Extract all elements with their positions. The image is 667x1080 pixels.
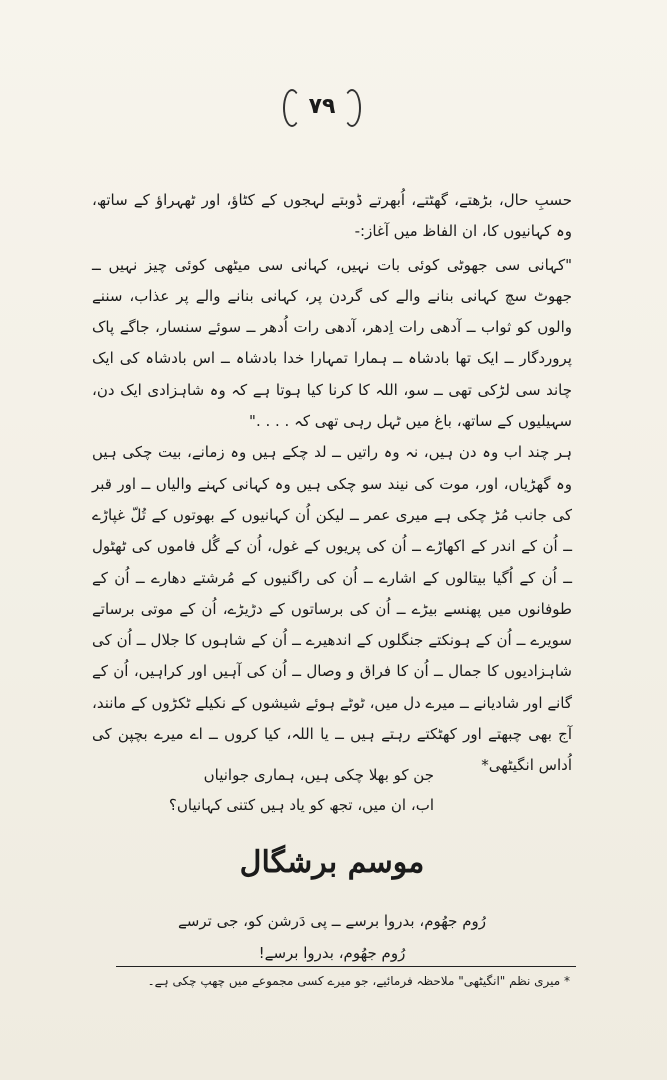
verse-line: جن کو بھلا چکی ہیں، ہماری جوانیاں [203,766,434,784]
page-number-text: ۷۹ [308,93,336,119]
page-number [283,85,361,127]
memory-paragraph: ہر چند اب وہ دن ہیں، نہ وہ راتیں ــ لد چکے ہیں وہ زمانے، بیت چکی ہیں وہ گھڑیاں، اور، موت کی نیند سو چکی ہیں وہ کہانی کہنے والیاں ــ اور قبر کی جانب مُڑ چکی ہے میری عمر ــ لیکن اُن کہانیوں کے بھوتوں کے تُلّ غپاڑے ــ اُن کے اندر کے اکھاڑے ــ اُن کی پریوں کے غول، اُن کے گُل فاموں کی ٹھٹول ــ اُن کے اُگیا بیتالوں کے اشارے ــ اُن کی راگنیوں کے مُرشتے دھارے ــ اُن کے طوفانوں میں پھنسے بیڑے ــ اُن کی برساتوں کے دڑیڑے، اُن کے موتی برساتے سویرے ــ اُن کے ہونکتے جنگلوں کے اندھیرے ــ اُن کے شاہوں کا جلال ــ اُن کی شاہزادیوں کا جمال ــ اُن کا فراق و وصال ــ اُن کی آہیں اور کراہیں، اُن کے گانے اور شادیانے ــ میرے دل میں، ٹوٹے ہوئے شیشوں کے نکیلے ٹکڑوں کے مانند، آج بھی چبھتے اور کھٹکتے رہتے ہیں ــ یا اللہ، کیا کروں ــ اے میرے بچپن کی اُداس انگیٹھی* [92,443,572,775]
verse-line: اب، ان میں، تجھ کو یاد ہیں کتنی کہانیاں؟ [168,796,434,814]
song-lines [92,905,572,969]
footnote-divider [116,966,576,967]
verse-couplet [92,760,572,820]
section-heading: موسم برشگال [239,845,425,880]
song-line: رُوم جھُوم، بدروا برسے ــ پی دَرشن کو، جی ترسے [178,912,486,930]
footnote: * میری نظم "انگیٹھی" ملاحظہ فرمائیے، جو میرے کسی مجموعے میں چھپ چکی ہے۔ [147,974,570,988]
body-text [92,185,572,782]
story-quote-paragraph: "کہانی سی جھوٹی کوئی بات نہیں، کہانی سی میٹھی کوئی چیز نہیں ــ جھوٹ سچ کہانی بنانے والے کی گردن پر، کہانی بنانے والے پر عذاب، سننے والوں کو ثواب ــ آدھی رات اِدھر، آدھی رات اُدھر ــ سوئے سنسار، جاگے پاک پروردگار ــ ایک تھا بادشاہ ــ ہمارا تمہارا خدا بادشاہ ــ اس بادشاہ کی ایک چاند سی لڑکی تھی ــ سو، اللہ کا کرنا کیا ہوتا ہے کہ وہ شاہزادی ایک دن، سہیلیوں کے ساتھ، باغ میں ٹہل رہی تھی کہ . . . ." [92,255,572,431]
intro-paragraph: حسبِ حال، بڑھتے، گھٹتے، اُبھرتے ڈوبتے لہجوں کے کٹاؤ، اور ٹھہراؤ کے ساتھ، وہ کہانیوں کا، ان الفاظ میں آغاز:- [92,191,572,241]
song-line: رُوم جھُوم، بدروا برسے! [258,944,406,962]
